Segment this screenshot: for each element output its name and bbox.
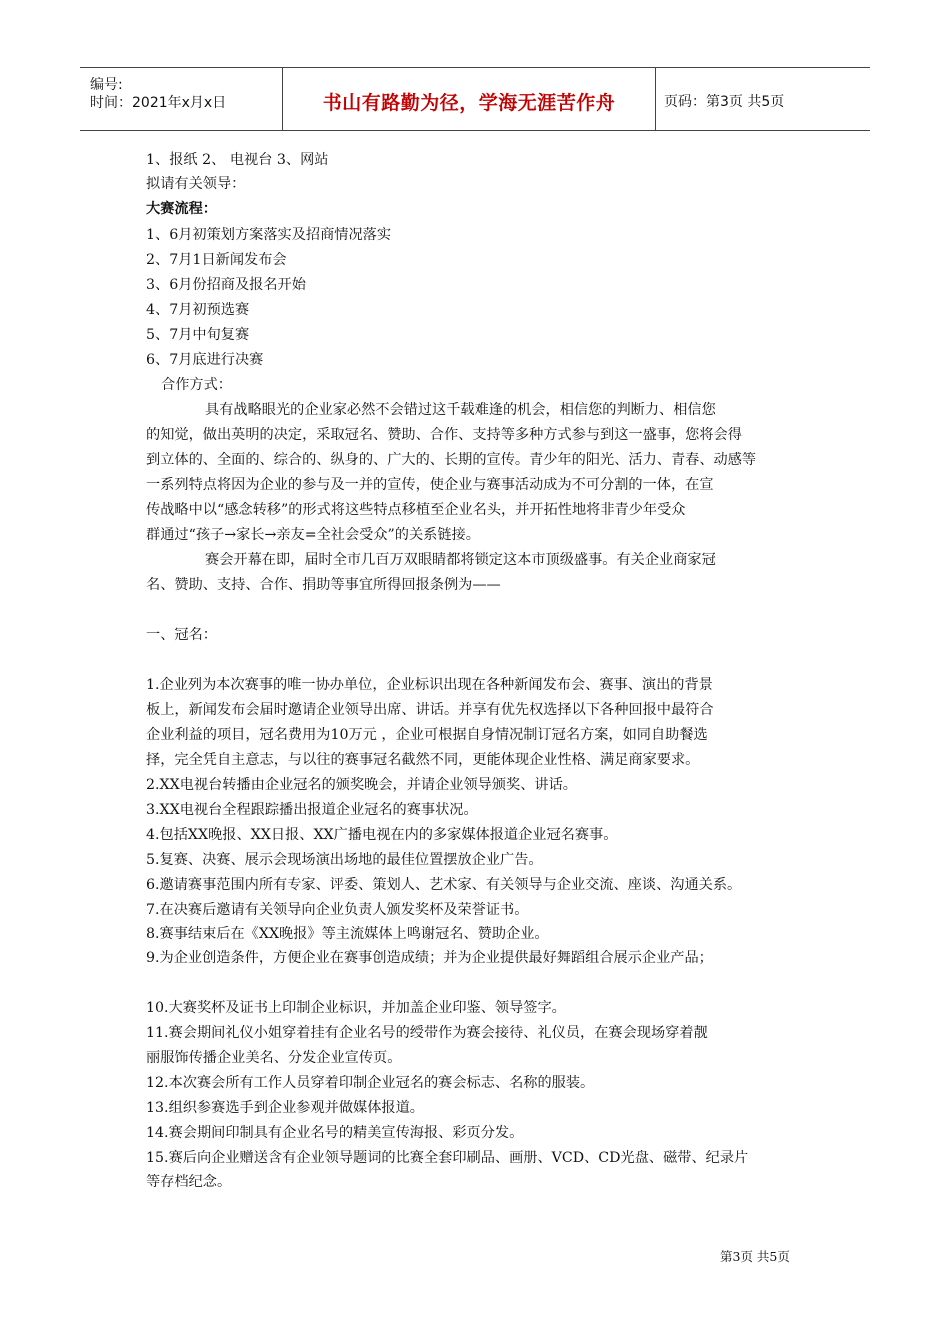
process-item: 3、6月份招商及报名开始: [146, 277, 306, 293]
paragraph-line: 名、赞助、支持、合作、捐助等事宜所得回报条例为——: [146, 577, 501, 593]
naming-item-line: 11.赛会期间礼仪小姐穿着挂有企业名号的绶带作为赛会接待、礼仪员，在赛会现场穿着靓: [146, 1025, 708, 1041]
process-item: 4、7月初预选赛: [146, 302, 250, 318]
process-item: 1、6月初策划方案落实及招商情况落实: [146, 227, 392, 243]
naming-item-line: 14.赛会期间印制具有企业名号的精美宣传海报、彩页分发。: [146, 1125, 524, 1141]
cooperation-heading: 合作方式：: [161, 377, 232, 393]
header-motto: 书山有路勤为径，学海无涯苦作舟: [322, 92, 616, 114]
naming-item-line: 3.XX电视台全程跟踪播出报道企业冠名的赛事状况。: [146, 802, 478, 818]
media-list: 1、报纸 2、 电视台 3、网站: [146, 152, 329, 168]
naming-item-line: 丽服饰传播企业美名、分发企业宣传页。: [146, 1050, 402, 1066]
naming-item-line: 5.复赛、决赛、展示会现场演出场地的最佳位置摆放企业广告。: [146, 852, 543, 868]
footer-page-number: 第3页 共5页: [720, 1249, 790, 1264]
naming-item-line: 9.为企业创造条件，方便企业在赛事创造成绩；并为企业提供最好舞蹈组合展示企业产品；: [146, 950, 713, 966]
naming-item-line: 4.包括XX晚报、XX日报、XX广播电视在内的多家媒体报道企业冠名赛事。: [146, 827, 618, 843]
naming-item-line: 板上，新闻发布会届时邀请企业领导出席、讲话。并享有优先权选择以下各种回报中最符合: [146, 702, 714, 718]
naming-item-line: 6.邀请赛事范围内所有专家、评委、策划人、艺术家、有关领导与企业交流、座谈、沟通关系。: [146, 877, 742, 893]
page-header: [80, 67, 870, 131]
header-motto-cell: [283, 68, 656, 130]
naming-item-line: 15.赛后向企业赠送含有企业领导题词的比赛全套印刷品、画册、VCD、CD光盘、磁带、纪录片: [146, 1150, 749, 1166]
process-item: 5、7月中旬复赛: [146, 327, 250, 343]
process-item: 2、7月1日新闻发布会: [146, 252, 287, 268]
naming-item-line: 12.本次赛会所有工作人员穿着印制企业冠名的赛会标志、名称的服装。: [146, 1075, 595, 1091]
paragraph-line: 的知觉，做出英明的决定，采取冠名、赞助、合作、支持等多种方式参与到这一盛事，您将会得: [146, 427, 742, 443]
paragraph-line: 到立体的、全面的、综合的、纵身的、广大的、长期的宣传。青少年的阳光、活力、青春、动感等: [146, 452, 757, 468]
header-page-number: 页码：第3页 共5页: [664, 94, 785, 110]
header-left-cell: [80, 68, 283, 130]
process-item: 6、7月底进行决赛: [146, 352, 264, 368]
paragraph-line: 一系列特点将因为企业的参与及一并的宣传，使企业与赛事活动成为不可分割的一体，在宣: [146, 477, 714, 493]
paragraph-line: 赛会开幕在即，届时全市几百万双眼睛都将锁定这本市顶级盛事。有关企业商家冠: [205, 552, 716, 568]
header-page-cell: [656, 68, 870, 130]
naming-item-line: 10.大赛奖杯及证书上印制企业标识，并加盖企业印鉴、领导签字。: [146, 1000, 566, 1016]
naming-item-line: 2.XX电视台转播由企业冠名的颁奖晚会，并请企业领导颁奖、讲话。: [146, 777, 577, 793]
naming-item-line: 择，完全凭自主意志，与以往的赛事冠名截然不同，更能体现企业性格、满足商家要求。: [146, 752, 700, 768]
paragraph-line: 群通过“孩子→家长→亲友=全社会受众”的关系链接。: [146, 527, 480, 543]
process-heading: 大赛流程：: [146, 201, 217, 217]
naming-heading: 一、冠名：: [146, 627, 217, 643]
leaders-line: 拟请有关领导：: [146, 176, 246, 192]
naming-item-line: 13.组织参赛选手到企业参观并做媒体报道。: [146, 1100, 424, 1116]
paragraph-line: 传战略中以“感念转移”的形式将这些特点移植至企业名头，并开拓性地将非青少年受众: [146, 502, 686, 518]
doc-code-label: 编号:: [90, 77, 123, 93]
naming-item-line: 企业利益的项目，冠名费用为10万元 ，企业可根据自身情况制订冠名方案，如同自助餐选: [146, 727, 708, 743]
naming-item-line: 8.赛事结束后在《XX晚报》等主流媒体上鸣谢冠名、赞助企业。: [146, 926, 549, 942]
paragraph-line: 具有战略眼光的企业家必然不会错过这千载难逢的机会，相信您的判断力、相信您: [205, 402, 716, 418]
naming-item-line: 1.企业列为本次赛事的唯一协办单位，企业标识出现在各种新闻发布会、赛事、演出的背景: [146, 677, 713, 693]
naming-item-line: 7.在决赛后邀请有关领导向企业负责人颁发奖杯及荣誉证书。: [146, 902, 529, 918]
naming-item-line: 等存档纪念。: [146, 1174, 232, 1190]
doc-date-label: 时间：2021年x月x日: [90, 95, 227, 111]
